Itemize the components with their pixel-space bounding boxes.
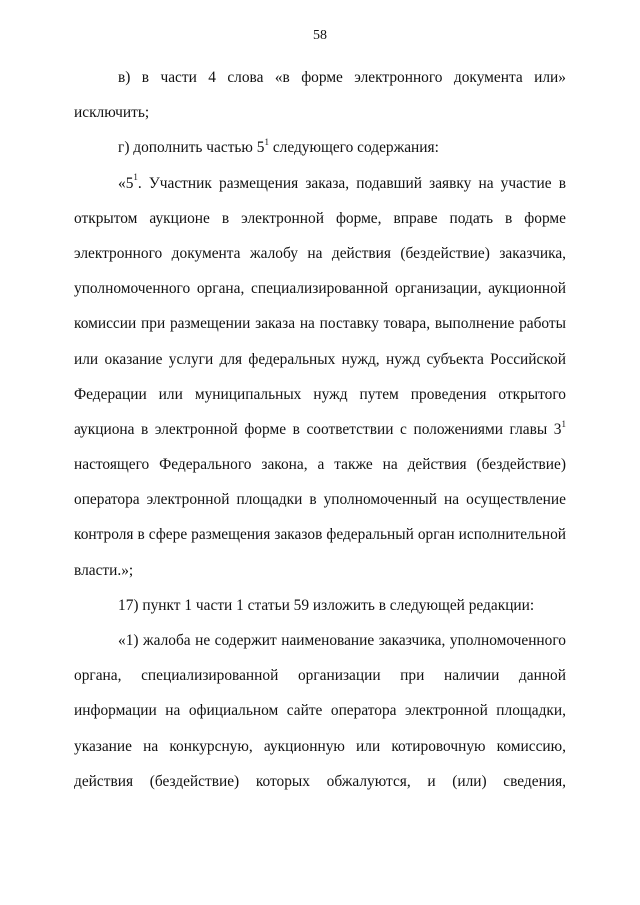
text-line: электронного документа жалобу на действия (бездействие) заказчика, <box>74 244 566 262</box>
text-line: контроля в сфере размещения заказов федеральный орган исполнительной <box>74 526 566 544</box>
superscript: 1 <box>133 172 138 183</box>
text-line: аукциона в электронной форме в соответствии с положениями главы $3^1$ <box>74 418 566 438</box>
text-line: в) в части 4 слова «в форме электронного документа или» <box>118 69 566 86</box>
text-line: комиссии при размещении заказа на поставку товара, выполнение работы <box>74 315 566 333</box>
text-line: открытом аукционе в электронной форме, вправе подать в форме <box>74 209 566 227</box>
text-line: «$5^1$. Участник размещения заказа, подавший заявку на участие в <box>118 172 566 192</box>
text-line: Федерации или муниципальных нужд путем проведения открытого <box>74 385 566 403</box>
text-line: власти.»; <box>74 561 134 579</box>
text-line: исключить; <box>74 104 150 122</box>
text-line: действия (бездействие) которых обжалуются, и (или) сведения, <box>74 772 566 790</box>
text-line: органа, специализированной организации при наличии данной <box>74 667 566 685</box>
page-number: 58 <box>313 28 327 43</box>
text-line: уполномоченного органа, специализированной организации, аукционной <box>74 280 566 298</box>
text-line: «1) жалоба не содержит наименование заказчика, уполномоченного <box>118 632 566 649</box>
text-line: г) дополнить частью $5^1$ следующего содержания: <box>118 137 439 157</box>
text-line: указание на конкурсную, аукционную или котировочную комиссию, <box>74 737 566 755</box>
superscript: 1 <box>561 418 566 429</box>
superscript: 1 <box>264 137 269 148</box>
text-line: 17) пункт 1 части 1 статьи 59 изложить в следующей редакции: <box>118 596 535 614</box>
text-line: оператора электронной площадки в уполномоченный на осуществление <box>74 491 566 509</box>
text-line: или оказание услуги для федеральных нужд, нужд субъекта Российской <box>74 350 566 368</box>
document-body <box>74 60 566 799</box>
text-line: информации на официальном сайте оператора электронной площадки, <box>74 702 566 720</box>
text-line: настоящего Федерального закона, а также на действия (бездействие) <box>74 456 566 474</box>
